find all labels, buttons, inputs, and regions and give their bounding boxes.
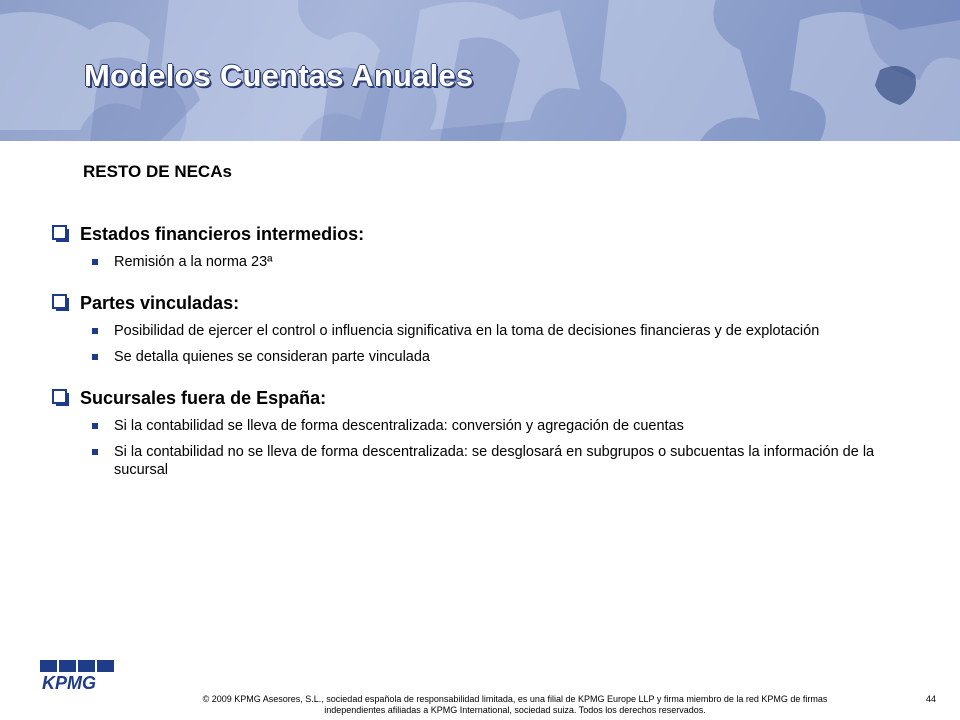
page-title: Modelos Cuentas Anuales — [84, 58, 474, 93]
list-item: Posibilidad de ejercer el control o influencia significativa en la toma de decisiones financieras y de explotación — [90, 322, 912, 340]
square-bullet-icon — [92, 449, 98, 455]
checkbox-bullet-icon — [52, 389, 72, 409]
list-item: Si la contabilidad se lleva de forma descentralizada: conversión y agregación de cuentas — [90, 417, 912, 435]
content-list — [52, 224, 912, 501]
list-item: Se detalla quienes se consideran parte vinculada — [90, 348, 912, 366]
section-heading: Estados financieros intermedios: — [80, 224, 365, 244]
section-heading: Partes vinculadas: — [80, 293, 240, 313]
section-partes-vinculadas — [52, 293, 912, 366]
section-subtitle: RESTO DE NECAs — [83, 162, 232, 181]
square-bullet-icon — [92, 423, 98, 429]
square-bullet-icon — [92, 354, 98, 360]
square-bullet-icon — [92, 328, 98, 334]
list-item: Remisión a la norma 23ª — [90, 253, 912, 271]
checkbox-bullet-icon — [52, 294, 72, 314]
svg-text:KPMG: KPMG — [42, 673, 96, 692]
list-item: Si la contabilidad no se lleva de forma descentralizada: se desglosará en subgrupos o subcuentas la información de la sucursal — [90, 443, 912, 479]
kpmg-logo — [40, 660, 116, 697]
header-banner — [0, 0, 960, 141]
section-estados-financieros — [52, 224, 912, 271]
section-sucursales — [52, 388, 912, 479]
legal-notice: © 2009 KPMG Asesores, S.L., sociedad española de responsabilidad limitada, es una filial de KPMG Europe LLP y firma miembro de la red KPMG de firmas independientes afiliadas a KPMG International, sociedad suiza. Todos los derechos reservados. — [202, 694, 828, 715]
section-heading: Sucursales fuera de España: — [80, 388, 327, 408]
page-number: 44 — [926, 694, 937, 704]
checkbox-bullet-icon — [52, 225, 72, 245]
square-bullet-icon — [92, 259, 98, 265]
